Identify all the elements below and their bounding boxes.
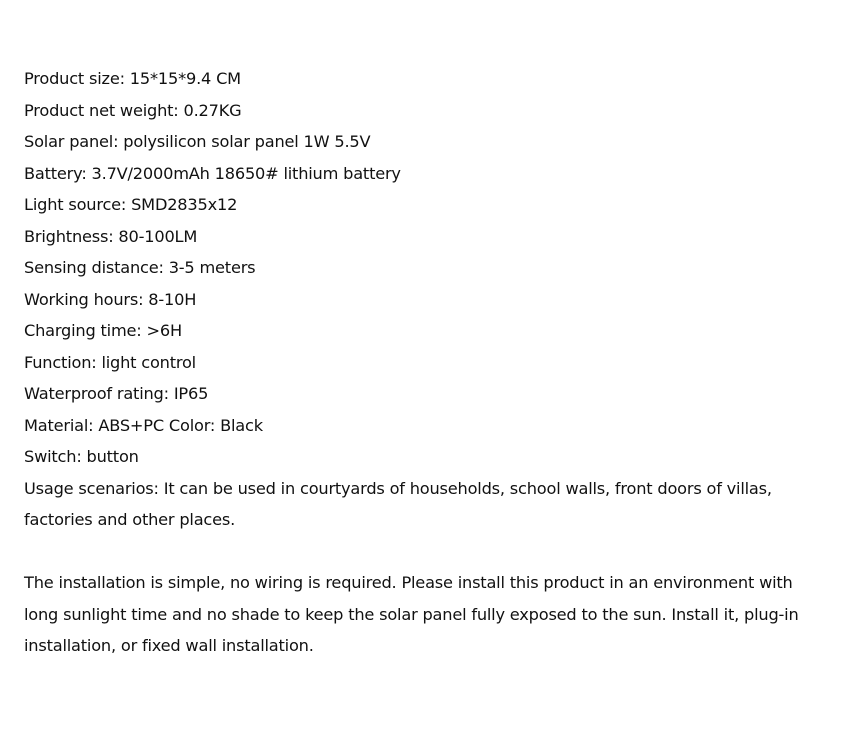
spec-brightness: Brightness: 80-100LM — [24, 226, 198, 246]
spec-usage-scenarios: Usage scenarios: It can be used in courtyards of households, school walls, front doors of villas, factories and other places. — [24, 478, 772, 529]
spec-list — [24, 63, 830, 536]
spec-product-size: Product size: 15*15*9.4 CM — [24, 69, 241, 88]
spec-battery: Battery: 3.7V/2000mAh 18650# lithium battery — [24, 163, 401, 183]
spec-switch: Switch: button — [24, 447, 139, 466]
spec-charging-time: Charging time: >6H — [24, 321, 182, 340]
spec-working-hours: Working hours: 8-10H — [24, 289, 197, 309]
product-description — [24, 63, 830, 662]
spec-material-color: Material: ABS+PC Color: Black — [24, 415, 263, 435]
spec-function: Function: light control — [24, 352, 196, 372]
installation-note: The installation is simple, no wiring is required. Please install this product in an environment with long sunlight time and no shade to keep the solar panel fully exposed to the sun. Install it, plug-in installation, or fixed wall installation. — [24, 573, 799, 655]
spec-light-source: Light source: SMD2835x12 — [24, 195, 238, 214]
spec-sensing-distance: Sensing distance: 3-5 meters — [24, 258, 256, 277]
spec-waterproof-rating: Waterproof rating: IP65 — [24, 384, 209, 403]
spec-solar-panel: Solar panel: polysilicon solar panel 1W 5.5V — [24, 132, 371, 151]
spec-net-weight: Product net weight: 0.27KG — [24, 100, 242, 120]
